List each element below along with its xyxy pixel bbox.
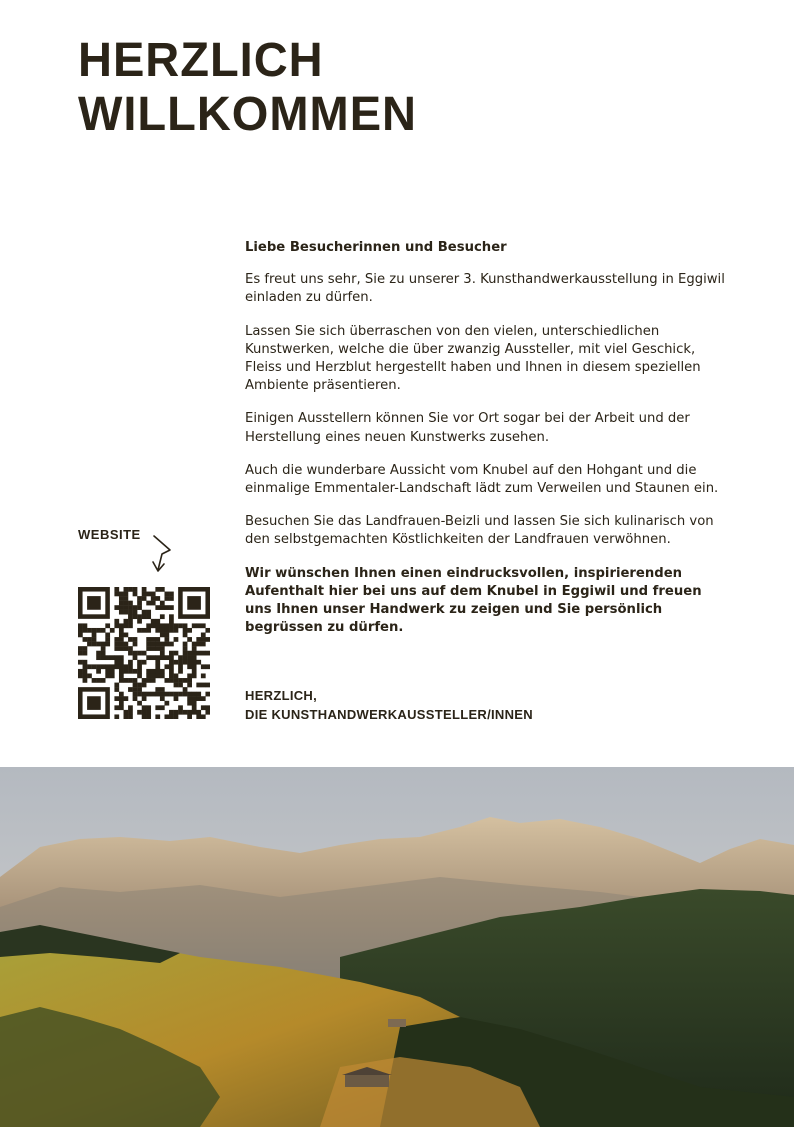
title-line-1: HERZLICH: [78, 34, 324, 87]
website-label: WEBSITE: [78, 527, 141, 542]
letter-paragraph-2: Lassen Sie sich überraschen von den vielen, unterschiedlichen Kunstwerken, welche die über zwanzig Aussteller, mit viel Geschick, Fleiss und Herzblut hergestellt haben und Ihnen in diesem speziellen Ambiente präsentieren.: [245, 323, 701, 394]
hand-drawn-arrow-icon: [150, 534, 176, 574]
page-title: [78, 34, 417, 142]
salutation: Liebe Besucherinnen und Besucher: [245, 240, 507, 255]
signoff-line-1: HERZLICH,: [245, 688, 318, 703]
title-line-2: WILLKOMMEN: [78, 88, 418, 141]
letter-paragraph-1: Es freut uns sehr, Sie zu unserer 3. Kunsthandwerkausstellung in Eggiwil einladen zu dürfen.: [245, 272, 725, 306]
landscape-photo: [0, 767, 794, 1127]
signoff-line-2: DIE KUNSTHANDWERKAUSSTELLER/INNEN: [245, 707, 533, 722]
qr-code-icon[interactable]: [78, 587, 210, 719]
letter-paragraph-5: Besuchen Sie das Landfrauen-Beizli und lassen Sie sich kulinarisch von den selbstgemachten Köstlichkeiten der Landfrauen verwöhnen.: [245, 514, 714, 548]
signoff: [245, 686, 533, 724]
welcome-letter: [245, 239, 725, 652]
letter-paragraph-4: Auch die wunderbare Aussicht vom Knubel auf den Hohgant und die einmalige Emmentaler-Landschaft lädt zum Verweilen und Staunen ein.: [245, 462, 719, 497]
letter-paragraph-3: Einigen Ausstellern können Sie vor Ort sogar bei der Arbeit und der Herstellung eines neuen Kunstwerks zusehen.: [245, 411, 690, 445]
closing-paragraph: Wir wünschen Ihnen einen eindrucksvollen, inspirierenden Aufenthalt hier bei uns auf dem Knubel in Eggiwil und freuen uns Ihnen unser Handwerk zu zeigen und Sie persönlich begrüssen zu dürfen.: [245, 565, 702, 636]
